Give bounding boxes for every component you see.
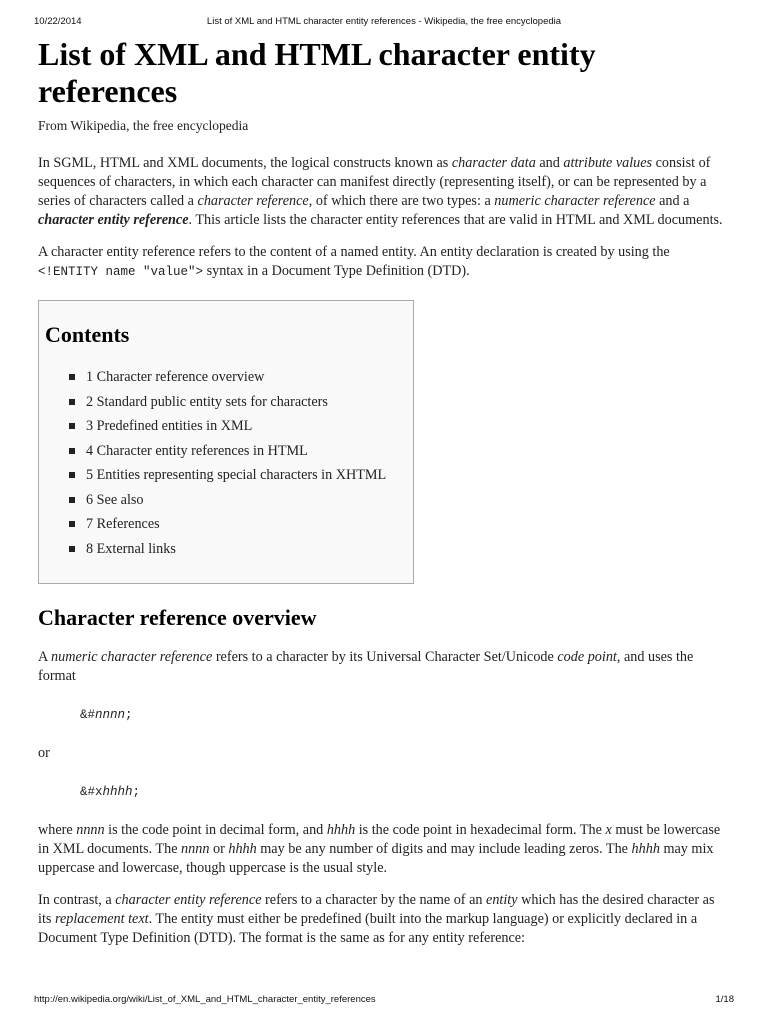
bullet-icon <box>69 521 75 527</box>
page-title-line1: List of XML and HTML character entity <box>38 36 596 72</box>
section-heading-character-reference-overview: Character reference overview <box>38 605 317 630</box>
table-of-contents <box>38 300 414 584</box>
toc-list <box>45 365 413 561</box>
toc-item[interactable]: 2 Standard public entity sets for characters <box>69 390 413 415</box>
bullet-icon <box>69 423 75 429</box>
toc-item[interactable]: 5 Entities representing special characters in XHTML <box>69 463 413 488</box>
toc-title: Contents <box>45 322 130 347</box>
entity-syntax-code: <!ENTITY name "value"> <box>38 265 204 279</box>
link-code-point[interactable]: code point <box>557 649 617 665</box>
or-text: or <box>38 745 50 761</box>
print-header <box>34 16 734 30</box>
toc-item[interactable]: 4 Character entity references in HTML <box>69 439 413 464</box>
entity-declaration-paragraph: A character entity reference refers to the content of a named entity. An entity declaration is created by using the <!ENTITY name "value"> syntax in a Document Type Definition (DTD). <box>38 244 670 279</box>
bullet-icon <box>69 497 75 503</box>
toc-item[interactable]: 8 External links <box>69 537 413 562</box>
print-url: http://en.wikipedia.org/wiki/List_of_XML_and_HTML_character_entity_references <box>34 994 376 1005</box>
print-page-number: 1/18 <box>715 994 734 1005</box>
print-footer <box>34 994 734 1008</box>
print-date: 10/22/2014 <box>34 16 82 27</box>
hex-format-code: &#xhhhh; <box>80 785 141 799</box>
intro-paragraph: In SGML, HTML and XML documents, the logical constructs known as character data and attribute values consist of sequences of characters, in which each character can manifest directly (representing itself), or can be represented by a series of characters called a character reference, of which there are two types: a numeric character reference and a character entity reference. This article lists the character entity references that are valid in HTML and XML documents. <box>38 155 723 228</box>
bullet-icon <box>69 472 75 478</box>
link-attribute-values[interactable]: attribute values <box>563 155 653 171</box>
bullet-icon <box>69 399 75 405</box>
link-entity[interactable]: entity <box>486 892 518 908</box>
link-numeric-character-reference[interactable]: numeric character reference <box>494 193 656 209</box>
article-content <box>38 36 730 948</box>
decimal-format-code: &#nnnn; <box>80 708 133 722</box>
print-page-title: List of XML and HTML character entity references - Wikipedia, the free encyclopedia <box>206 16 562 27</box>
bullet-icon <box>69 448 75 454</box>
entity-reference-paragraph: In contrast, a character entity reference refers to a character by the name of an entity which has the desired character as its replacement text. The entity must either be predefined (built into the markup language) or explicitly declared in a Document Type Definition (DTD). The format is the same as for any entity reference: <box>38 892 715 946</box>
toc-item[interactable]: 6 See also <box>69 488 413 513</box>
link-character-data[interactable]: character data <box>451 155 536 171</box>
numeric-reference-paragraph: A numeric character reference refers to a character by its Universal Character Set/Unicode code point, and uses the format <box>38 649 694 684</box>
toc-item[interactable]: 7 References <box>69 512 413 537</box>
page-title-line2: references <box>38 73 178 109</box>
bullet-icon <box>69 546 75 552</box>
bullet-icon <box>69 374 75 380</box>
toc-item[interactable]: 3 Predefined entities in XML <box>69 414 413 439</box>
code-point-explanation-paragraph: where nnnn is the code point in decimal form, and hhhh is the code point in hexadecimal form. The x must be lowercase in XML documents. The nnnn or hhhh may be any number of digits and may include leading zeros. The hhhh may mix uppercase and lowercase, though uppercase is the usual style. <box>38 822 721 876</box>
page-title <box>38 36 730 110</box>
toc-item[interactable]: 1 Character reference overview <box>69 365 413 390</box>
page-subtitle: From Wikipedia, the free encyclopedia <box>38 118 249 133</box>
